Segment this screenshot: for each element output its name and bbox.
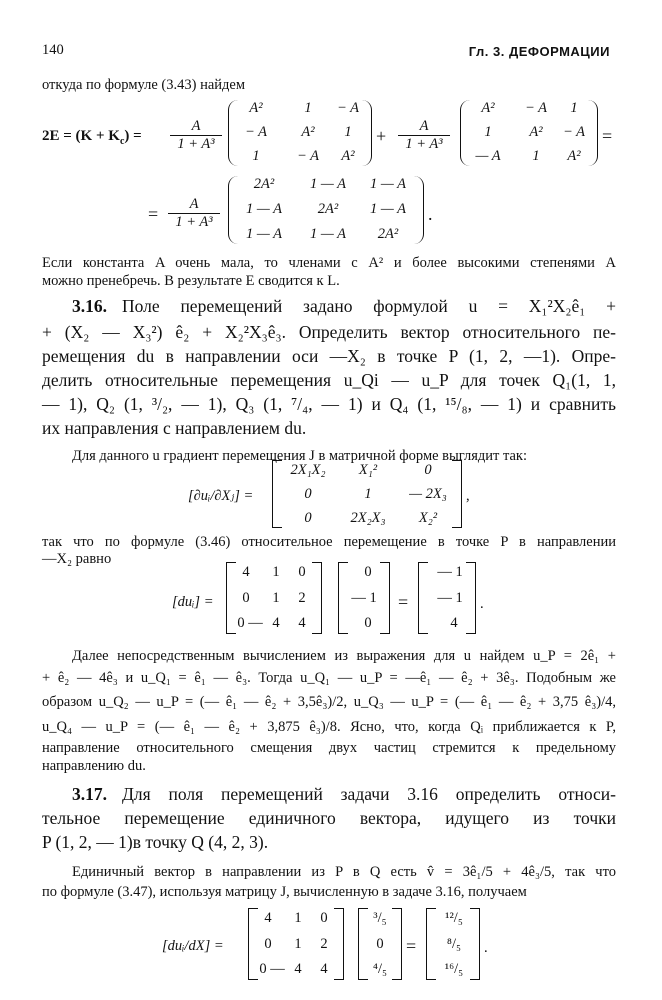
matrix-1: A² 1 − A − A A² 1 1 − A A² [228, 100, 372, 166]
text-line: + ê₂ — 4ê₃ и u_Q₁ = ê₁ — ê₃. Тогда u_Q₁ — u_P = —ê₁ — ê₂ + 3ê₃. Подобным же [42, 670, 616, 686]
problem-line: их направления с направлением du. [42, 418, 307, 438]
text-line: —X₂ равно [42, 551, 112, 567]
note-line-1: Если константа A очень мала, то членами с A² и более высокими степенями A [42, 255, 616, 271]
problem-line: P (1, 2, — 1)в точку Q (4, 2, 3). [42, 832, 269, 852]
gradient-intro: Для данного u градиент перемещения J в матричной форме выглядит так: [72, 448, 528, 464]
intro-text: откуда по формуле (3.43) найдем [42, 77, 246, 93]
text-line: u_Q₄ — u_P = (— ê₁ — ê₂ + 3,875 ê₃)/8. Ясно, что, когда Qᵢ приближается к P, [42, 719, 616, 735]
comma: , [466, 488, 470, 504]
problem-line: делить относительные перемещения u_Qi — u_P для точек Q₁(1, 1, [42, 370, 616, 390]
period: . [428, 204, 433, 224]
text-line: Далее непосредственным вычислением из выражения для u найдем u_P = 2ê₁ + [72, 648, 616, 664]
vector-result: — 1 — 1 4 [418, 562, 476, 634]
problem-line: тельное перемещение единичного вектора, идущего из точки [42, 808, 616, 828]
eq1-fraction-2: $\frac{A}{\text{1 + A³}}$ [398, 118, 450, 153]
problem-line: Поле перемещений задано формулой u = X₁²X₂ê₁ + [122, 296, 616, 316]
problem-number: 3.17. [72, 784, 107, 804]
eq1-lhs: $2E = (K + K_c)$ = [42, 128, 142, 147]
matrix-3: 2A² 1 — A 1 — A 1 — A 2A² 1 — A 1 — A 1 — A 2A² [228, 176, 424, 244]
matrix-a: 4 1 0 0 1 2 0 — 4 4 [248, 908, 344, 980]
text-line: образом u_Q₂ — u_P = (— ê₁ — ê₂ + 3,5ê₃)/2, u_Q₃ — u_P = (— ê₁ — ê₂ + 3,75 ê₃)/4, [42, 694, 616, 710]
running-head: Гл. 3. ДЕФОРМАЦИИ [468, 44, 610, 59]
vector-v: 0 — 1 0 [338, 562, 390, 634]
text-line: направление относительного смещения двух частиц стремится к предельному [42, 740, 616, 756]
eq3-lhs: [duᵢ] = [172, 594, 214, 610]
equals-sign: = [602, 126, 613, 146]
text-line: по формуле (3.47), используя матрицу J, вычисленную в задаче 3.16, получаем [42, 884, 527, 900]
problem-line: ремещения du в направлении оси —X₂ в точке P (1, 2, —1). Опре- [42, 346, 616, 366]
eq1-fraction-1: $\frac{A}{\text{1 + A³}}$ [170, 118, 222, 153]
text-line: Единичный вектор в направлении из P в Q есть v̂ = 3ê₁/5 + 4ê₃/5, так что [72, 864, 616, 880]
problem-number: 3.16. [72, 296, 107, 316]
vector-result: ¹²/₅ ⁸/₅ ¹⁶/₅ [426, 908, 480, 980]
eq4-lhs: [duᵢ/dX] = [162, 938, 224, 954]
plus-sign: + [376, 126, 387, 146]
matrix-a: 4 1 0 0 1 2 0 — 4 4 [226, 562, 322, 634]
eq2-lhs: [∂uᵢ/∂Xⱼ] = [188, 488, 254, 504]
equals-sign: = [398, 592, 409, 612]
vector-v: ³/₅ 0 ⁴/₅ [358, 908, 402, 980]
page-number: 140 [42, 42, 64, 58]
period: . [484, 940, 488, 956]
equals-sign-2: = [148, 204, 159, 224]
text-line: так что по формуле (3.46) относительное перемещение в точке P в направлении [42, 534, 616, 550]
gradient-matrix: 2X₁X₂ X₁² 0 0 1 — 2X₃ 0 2X₂X₃ X₂² [272, 460, 462, 528]
problem-line: + (X₂ — X₃²) ê₂ + X₂²X₃ê₃. Определить вектор относительного пе- [42, 322, 616, 342]
problem-line: — 1), Q₂ (1, ³/₂, — 1), Q₃ (1, ⁷/₄, — 1) и Q₄ (1, ¹⁵/₈, — 1) и сравнить [42, 394, 616, 414]
equals-sign: = [406, 936, 417, 956]
note-line-2: можно пренебречь. В результате E сводится к L. [42, 273, 340, 289]
period: . [480, 596, 484, 612]
eq1-fraction-3: $\frac{A}{\text{1 + A³}}$ [168, 196, 220, 231]
problem-line: Для поля перемещений задачи 3.16 определить относи- [122, 784, 616, 804]
text-line: направлению du. [42, 758, 146, 774]
matrix-2: A² − A 1 1 A² − A — A 1 A² [460, 100, 598, 166]
